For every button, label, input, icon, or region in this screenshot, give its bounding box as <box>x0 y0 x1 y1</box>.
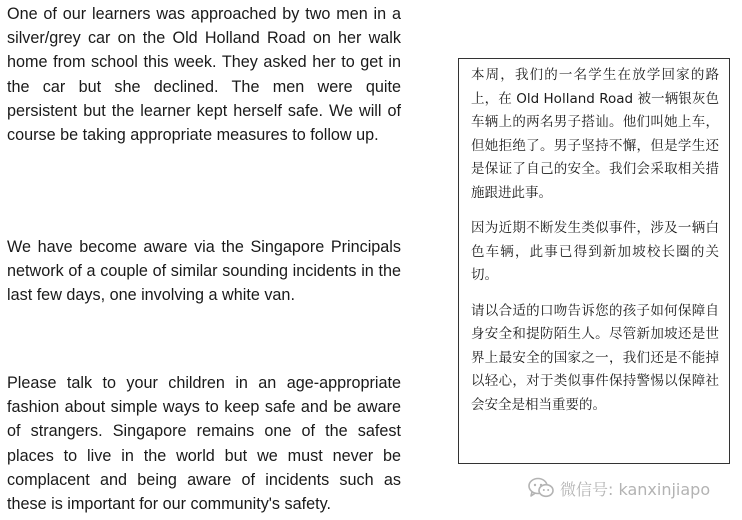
watermark-text: 微信号: kanxinjiapo <box>560 479 711 499</box>
english-paragraph-1: One of our learners was approached by two men in a silver/grey car on the Old Holland Road on her walk home from school this week. They asked her to get in the car but she declined. The men were quite persistent but the learner kept herself safe. We will of course be taking appropriate measures to follow up. <box>7 5 401 145</box>
english-paragraph-2: We have become aware via the Singapore Principals network of a couple of similar sounding incidents in the last few days, one involving a white van. <box>7 238 401 305</box>
chinese-paragraph-3: 请以合适的口吻告诉您的孩子如何保障自身安全和提防陌生人。尽管新加坡还是世界上最安全的国家之一，我们还是不能掉以轻心，对于类似事件保持警惕以保障社会安全是相当重要的。 <box>471 302 719 413</box>
wechat-icon <box>528 477 554 499</box>
english-paragraph-3: Please talk to your children in an age-appropriate fashion about simple ways to keep safe and be aware of strangers. Singapore remains one of the safest places to live in the world but we must never be complacent and being aware of incidents such as these is important for our community's safety. <box>7 374 401 514</box>
chinese-paragraph-2: 因为近期不断发生类似事件，涉及一辆白色车辆，此事已得到新加坡校长圈的关切。 <box>471 220 719 283</box>
wechat-watermark <box>528 476 710 500</box>
chinese-translation-box <box>458 58 730 464</box>
chinese-paragraph-1: 本周，我们的一名学生在放学回家的路上，在 Old Holland Road 被一辆银灰色车辆上的两名男子搭讪。他们叫她上车，但她拒绝了。男子坚持不懈，但是学生还是保证了自己的安全。我们会采取相关措施跟进此事。 <box>471 67 719 201</box>
